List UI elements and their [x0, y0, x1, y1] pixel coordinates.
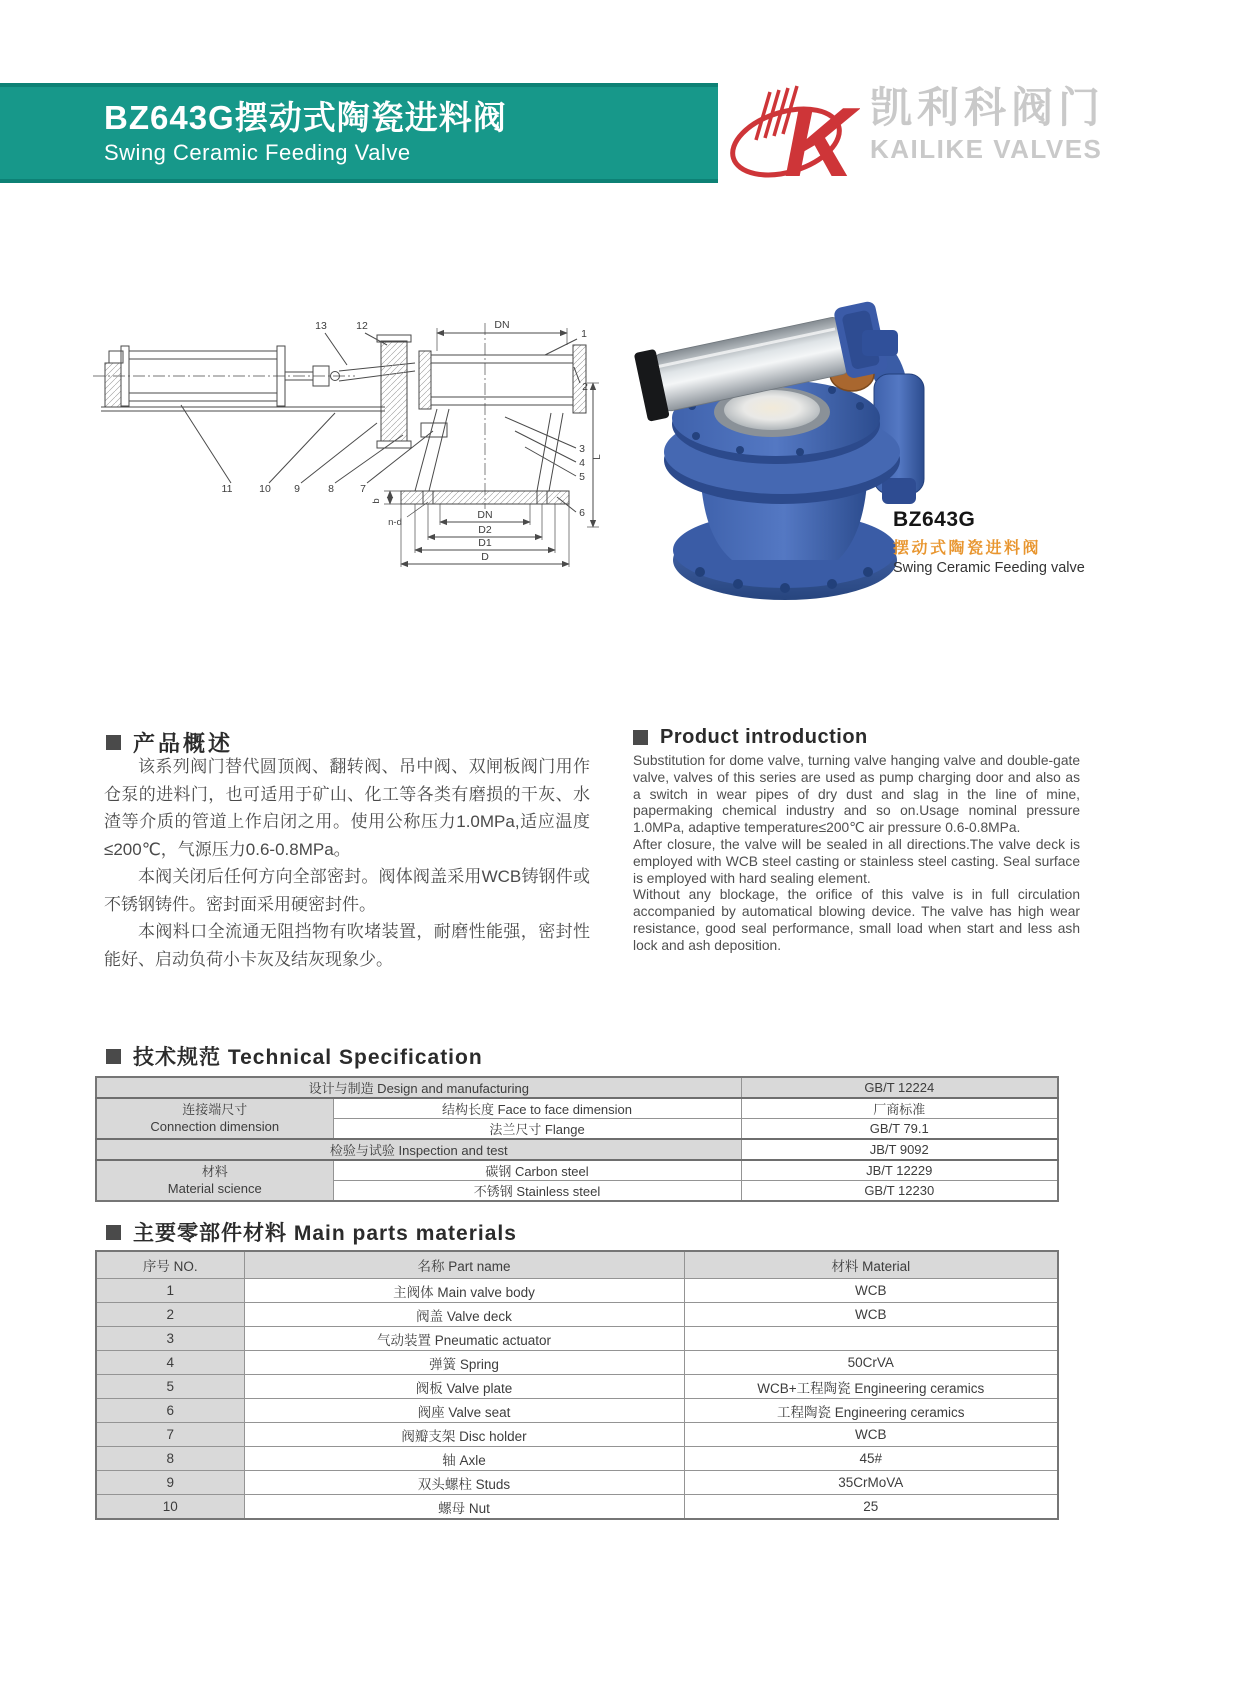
- title-banner: [0, 83, 718, 183]
- svg-text:1: 1: [581, 328, 587, 340]
- model-number: BZ643G: [893, 508, 976, 531]
- spec-value-face-to-face: 厂商标准: [741, 1098, 1058, 1119]
- parts-header-row: [96, 1251, 1058, 1279]
- overview-paragraphs: [104, 753, 590, 973]
- svg-text:4: 4: [579, 457, 585, 469]
- spec-label-connection-zh: 连接端尺寸: [182, 1102, 248, 1118]
- svg-text:3: 3: [579, 443, 585, 455]
- svg-text:13: 13: [315, 320, 327, 332]
- part-material: WCB: [684, 1279, 1058, 1303]
- parts-row: [96, 1351, 1058, 1375]
- introduction-paragraph: After closure, the valve will be sealed in all directions.The valve deck is employed with WCB steel casting or stainless steel casting. Seal surface is employed with hard sealing element.: [633, 836, 1080, 886]
- section-square-icon: [633, 730, 648, 745]
- part-material: WCB+工程陶瓷 Engineering ceramics: [684, 1375, 1058, 1399]
- part-no: 6: [96, 1399, 244, 1423]
- overview-heading-text: 产品概述: [133, 731, 234, 756]
- part-material: 25: [684, 1495, 1058, 1520]
- part-no: 2: [96, 1303, 244, 1327]
- spec-label-material: [96, 1160, 333, 1201]
- part-material: 50CrVA: [684, 1351, 1058, 1375]
- spec-value-design: GB/T 12224: [741, 1077, 1058, 1098]
- part-name: 螺母 Nut: [244, 1495, 684, 1520]
- part-no: 9: [96, 1471, 244, 1495]
- svg-text:K: K: [784, 87, 855, 188]
- part-name: 轴 Axle: [244, 1447, 684, 1471]
- spec-sub-carbon-steel: 碳钢 Carbon steel: [333, 1160, 741, 1181]
- brand-name: [870, 84, 1105, 165]
- spec-value-flange: GB/T 79.1: [741, 1119, 1058, 1140]
- svg-text:10: 10: [259, 483, 271, 495]
- part-name: 阀板 Valve plate: [244, 1375, 684, 1399]
- parts-row: [96, 1399, 1058, 1423]
- svg-text:12: 12: [356, 320, 368, 332]
- spec-table: [95, 1076, 1059, 1202]
- svg-text:8: 8: [328, 483, 334, 495]
- part-no: 4: [96, 1351, 244, 1375]
- part-name: 气动装置 Pneumatic actuator: [244, 1327, 684, 1351]
- parts-row: [96, 1279, 1058, 1303]
- spec-value-carbon-steel: JB/T 12229: [741, 1160, 1058, 1181]
- part-material: 工程陶瓷 Engineering ceramics: [684, 1399, 1058, 1423]
- svg-text:5: 5: [579, 471, 585, 483]
- part-material: 35CrMoVA: [684, 1471, 1058, 1495]
- parts-row: [96, 1303, 1058, 1327]
- section-square-icon: [106, 1049, 121, 1064]
- svg-text:2: 2: [582, 381, 588, 393]
- parts-heading: [106, 1217, 517, 1247]
- svg-text:9: 9: [294, 483, 300, 495]
- spec-value-stainless-steel: GB/T 12230: [741, 1181, 1058, 1202]
- svg-text:D: D: [481, 551, 489, 563]
- parts-row: [96, 1471, 1058, 1495]
- spec-label-material-en: Material science: [167, 1180, 262, 1196]
- spec-sub-face-to-face: 结构长度 Face to face dimension: [333, 1098, 741, 1119]
- part-name: 主阀体 Main valve body: [244, 1279, 684, 1303]
- photo-caption: [893, 508, 1085, 576]
- parts-row: [96, 1447, 1058, 1471]
- part-no: 5: [96, 1375, 244, 1399]
- spec-label-design: 设计与制造 Design and manufacturing: [96, 1077, 741, 1098]
- svg-text:L: L: [592, 454, 603, 460]
- part-no: 8: [96, 1447, 244, 1471]
- introduction-heading-text: Product introduction: [660, 726, 868, 748]
- part-no: 10: [96, 1495, 244, 1520]
- introduction-paragraphs: [633, 753, 1080, 955]
- parts-row: [96, 1495, 1058, 1520]
- parts-header-no: 序号 NO.: [96, 1251, 244, 1279]
- part-material: WCB: [684, 1303, 1058, 1327]
- model-name-en: Swing Ceramic Feeding valve: [893, 560, 1085, 576]
- svg-text:DN: DN: [477, 509, 493, 521]
- svg-text:D1: D1: [478, 537, 492, 549]
- part-name: 双头螺柱 Studs: [244, 1471, 684, 1495]
- svg-text:7: 7: [360, 483, 366, 495]
- spec-label-inspection: 检验与试验 Inspection and test: [96, 1139, 741, 1160]
- spec-heading: [106, 1041, 483, 1071]
- overview-paragraph: 该系列阀门替代圆顶阀、翻转阀、吊中阀、双闸板阀门用作仓泵的进料门，也可适用于矿山、化工等各类有磨损的干灰、水渣等介质的管道上作启闭之用。使用公称压力1.0MPa,适应温度≤200℃，气源压力0.6-0.8MPa。: [104, 757, 590, 859]
- brand-logo: [726, 84, 1105, 188]
- parts-row: [96, 1423, 1058, 1447]
- parts-table: [95, 1250, 1059, 1520]
- svg-text:DN: DN: [494, 319, 510, 331]
- parts-header-material: 材料 Material: [684, 1251, 1058, 1279]
- part-no: 1: [96, 1279, 244, 1303]
- spec-value-inspection: JB/T 9092: [741, 1139, 1058, 1160]
- kailike-logo-icon: [726, 84, 860, 188]
- spec-sub-flange: 法兰尺寸 Flange: [333, 1119, 741, 1140]
- introduction-heading: [633, 726, 868, 749]
- model-name-zh: 摆动式陶瓷进料阀: [893, 540, 1042, 557]
- overview-paragraph: 本阀关闭后任何方向全部密封。阀体阀盖采用WCB铸钢件或不锈钢铸件。密封面采用硬密封件。: [104, 867, 590, 914]
- svg-text:11: 11: [221, 483, 233, 495]
- technical-drawing: [85, 295, 605, 585]
- page-subtitle: Swing Ceramic Feeding Valve: [104, 139, 411, 165]
- part-material: [684, 1327, 1058, 1351]
- svg-text:b: b: [371, 498, 382, 504]
- spec-heading-text: 技术规范 Technical Specification: [133, 1046, 483, 1069]
- part-material: WCB: [684, 1423, 1058, 1447]
- part-name: 阀座 Valve seat: [244, 1399, 684, 1423]
- part-name: 弹簧 Spring: [244, 1351, 684, 1375]
- spec-label-connection-en: Connection dimension: [150, 1118, 280, 1134]
- parts-heading-text: 主要零部件材料 Main parts materials: [133, 1222, 517, 1245]
- part-no: 3: [96, 1327, 244, 1351]
- introduction-paragraph: Substitution for dome valve, turning valve hanging valve and double-gate valve, valves of this series are used as pump charging door and also as a switch in wear pipes of dry dust and slag in the line of mine, papermaking chemical industry and so on.Usage nominal pressure 1.0MPa, adaptive temperature≤200℃ air pressure 0.6-0.8MPa.: [633, 753, 1080, 836]
- spec-label-material-zh: 材料: [201, 1164, 228, 1180]
- overview-paragraph: 本阀料口全流通无阻挡物有吹堵装置，耐磨性能强，密封性能好、启动负荷小卡灰及结灰现象少。: [104, 922, 590, 969]
- spec-label-connection: [96, 1098, 333, 1139]
- part-name: 阀瓣支架 Disc holder: [244, 1423, 684, 1447]
- brand-name-zh: 凯利科阀门: [870, 84, 1106, 131]
- spec-sub-stainless-steel: 不锈钢 Stainless steel: [333, 1181, 741, 1202]
- section-square-icon: [106, 735, 121, 750]
- part-no: 7: [96, 1423, 244, 1447]
- parts-header-name: 名称 Part name: [244, 1251, 684, 1279]
- svg-text:n-d: n-d: [388, 517, 402, 528]
- valve-illustration: [633, 300, 924, 600]
- introduction-paragraph: Without any blockage, the orifice of this valve is in full circulation accompanied by automatical blowing device. The valve has high wear resistance, good seal performance, small load when start and less ash lock and ash deposition.: [633, 887, 1080, 953]
- parts-row: [96, 1375, 1058, 1399]
- brand-name-en: KAILIKE VALVES: [870, 134, 1103, 165]
- page-title: BZ643G摆动式陶瓷进料阀: [104, 99, 507, 137]
- drawing-geometry: [93, 323, 599, 567]
- svg-text:6: 6: [579, 507, 585, 519]
- part-material: 45#: [684, 1447, 1058, 1471]
- section-square-icon: [106, 1225, 121, 1240]
- svg-text:D2: D2: [478, 524, 492, 536]
- part-name: 阀盖 Valve deck: [244, 1303, 684, 1327]
- parts-row: [96, 1327, 1058, 1351]
